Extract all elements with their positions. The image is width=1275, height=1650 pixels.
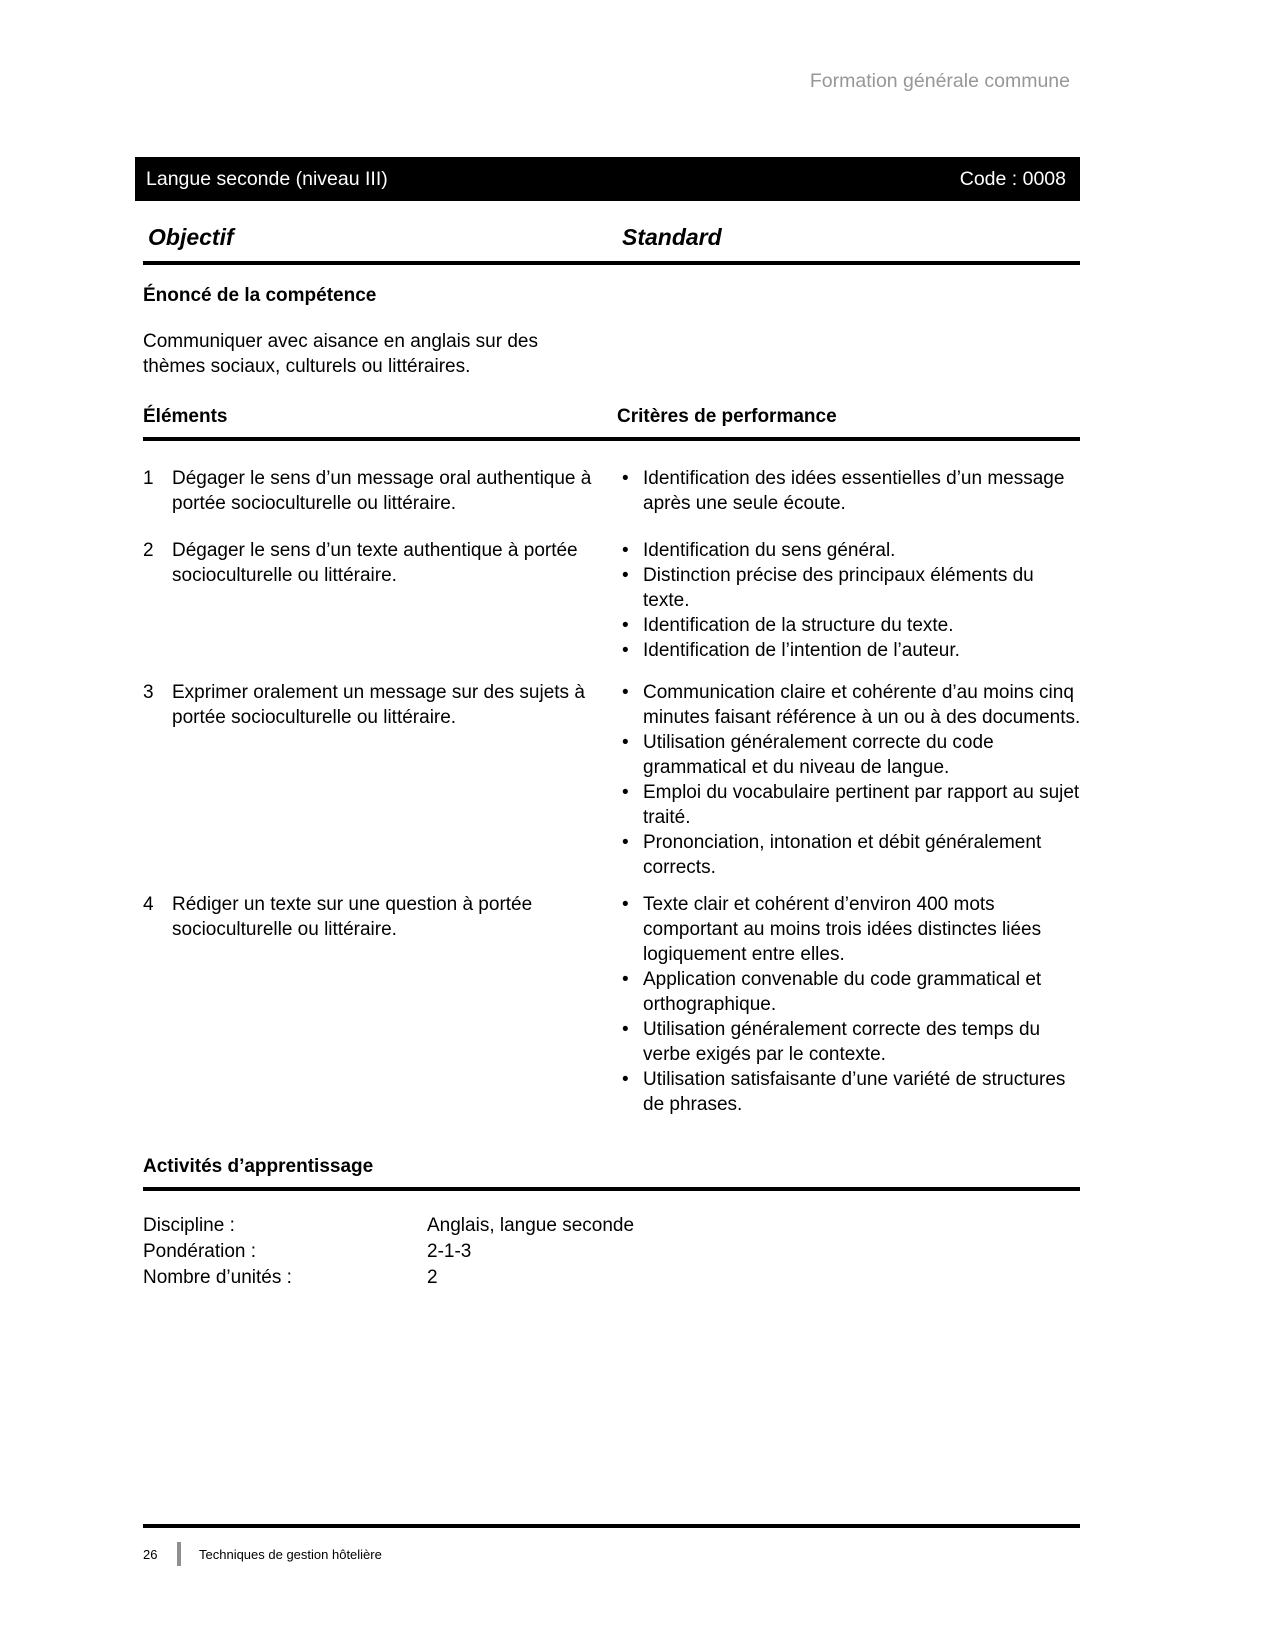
elements-header: Éléments bbox=[143, 406, 228, 427]
criterion-text: Utilisation généralement correcte du code grammatical et du niveau de langue. bbox=[643, 732, 994, 778]
criterion-text: Distinction précise des principaux éléments du texte. bbox=[643, 565, 1034, 611]
criterion-item bbox=[617, 892, 1083, 967]
table-rows bbox=[143, 466, 1080, 1117]
course-code: Code : 0008 bbox=[959, 167, 1066, 190]
activites-heading: Activités d’apprentissage bbox=[143, 1156, 1080, 1191]
standard-heading: Standard bbox=[622, 224, 722, 250]
bullet-icon: • bbox=[622, 969, 629, 990]
bullet-icon: • bbox=[622, 565, 629, 586]
element-number: 2 bbox=[143, 540, 154, 561]
element-number: 1 bbox=[143, 468, 154, 489]
bullet-icon: • bbox=[622, 468, 629, 489]
activites-rows bbox=[143, 1213, 1080, 1291]
bullet-icon: • bbox=[622, 540, 629, 561]
activite-value: Anglais, langue seconde bbox=[427, 1215, 635, 1236]
activite-label: Pondération : bbox=[143, 1241, 257, 1262]
criteria-list bbox=[617, 538, 1083, 663]
activite-label: Discipline : bbox=[143, 1215, 235, 1236]
criterion-item bbox=[617, 563, 1083, 613]
criterion-text: Application convenable du code grammatical et orthographique. bbox=[643, 969, 1042, 1015]
enonce-heading: Énoncé de la compétence bbox=[143, 285, 377, 306]
criterion-text: Utilisation généralement correcte des temps du verbe exigés par le contexte. bbox=[643, 1019, 1041, 1065]
criterion-item bbox=[617, 638, 1083, 663]
element-text: Rédiger un texte sur une question à portée socioculturelle ou littéraire. bbox=[172, 894, 533, 940]
criteria-header: Critères de performance bbox=[617, 406, 837, 427]
criterion-text: Communication claire et cohérente d’au moins cinq minutes faisant référence à un ou à des documents. bbox=[643, 682, 1081, 728]
element-text: Dégager le sens d’un message oral authentique à portée socioculturelle ou littéraire. bbox=[172, 468, 592, 514]
element-cell bbox=[143, 680, 617, 880]
criterion-item bbox=[617, 780, 1083, 830]
bullet-icon: • bbox=[622, 1019, 629, 1040]
page-footer bbox=[143, 1524, 1080, 1566]
criterion-text: Texte clair et cohérent d’environ 400 mots comportant au moins trois idées distinctes liées logiquement entre elles. bbox=[643, 894, 1042, 965]
element-cell bbox=[143, 466, 617, 516]
course-title-bar bbox=[135, 157, 1080, 201]
bullet-icon: • bbox=[622, 782, 629, 803]
bullet-icon: • bbox=[622, 640, 629, 661]
activites-section bbox=[143, 1156, 1080, 1291]
activite-label: Nombre d’unités : bbox=[143, 1267, 292, 1288]
element-cell bbox=[143, 892, 617, 1117]
criterion-text: Utilisation satisfaisante d’une variété de structures de phrases. bbox=[643, 1069, 1066, 1115]
criteria-list bbox=[617, 892, 1083, 1117]
activite-value: 2-1-3 bbox=[427, 1241, 472, 1262]
element-number: 4 bbox=[143, 894, 154, 915]
criterion-item bbox=[617, 1017, 1083, 1067]
activite-value: 2 bbox=[427, 1267, 438, 1288]
footer-text: Techniques de gestion hôtelière bbox=[199, 1546, 382, 1562]
criterion-text: Emploi du vocabulaire pertinent par rapport au sujet traité. bbox=[643, 782, 1080, 828]
criterion-text: Prononciation, intonation et débit généralement corrects. bbox=[643, 832, 1042, 878]
criterion-item bbox=[617, 466, 1083, 516]
criterion-item bbox=[617, 538, 1083, 563]
table-header-row bbox=[143, 406, 1080, 441]
criterion-text: Identification des idées essentielles d’un message après une seule écoute. bbox=[643, 468, 1065, 514]
criterion-item bbox=[617, 730, 1083, 780]
table-row bbox=[143, 680, 1080, 880]
criterion-item bbox=[617, 830, 1083, 880]
bullet-icon: • bbox=[622, 894, 629, 915]
element-number: 3 bbox=[143, 682, 154, 703]
bullet-icon: • bbox=[622, 615, 629, 636]
table-row bbox=[143, 466, 1080, 516]
criterion-text: Identification de l’intention de l’auteur. bbox=[643, 640, 960, 661]
activite-row bbox=[143, 1239, 1080, 1265]
criterion-item bbox=[617, 967, 1083, 1017]
criteria-list bbox=[617, 466, 1083, 516]
objectif-heading: Objectif bbox=[148, 224, 234, 250]
bullet-icon: • bbox=[622, 832, 629, 853]
criteria-list bbox=[617, 680, 1083, 880]
running-head: Formation générale commune bbox=[809, 70, 1070, 92]
element-text: Dégager le sens d’un texte authentique à portée socioculturelle ou littéraire. bbox=[172, 540, 578, 586]
activite-row bbox=[143, 1213, 1080, 1239]
criterion-text: Identification de la structure du texte. bbox=[643, 615, 954, 636]
criterion-item bbox=[617, 680, 1083, 730]
activite-row bbox=[143, 1265, 1080, 1291]
criterion-item bbox=[617, 613, 1083, 638]
bullet-icon: • bbox=[622, 682, 629, 703]
criterion-text: Identification du sens général. bbox=[643, 540, 896, 561]
course-title: Langue seconde (niveau III) bbox=[146, 167, 388, 190]
elements-criteria-table bbox=[143, 406, 1080, 1117]
criterion-item bbox=[617, 1067, 1083, 1117]
footer-divider bbox=[177, 1542, 181, 1566]
footer-content bbox=[143, 1542, 1080, 1566]
enonce-body: Communiquer avec aisance en anglais sur des thèmes sociaux, culturels ou littéraires. bbox=[143, 331, 538, 377]
objectif-standard-header bbox=[143, 224, 1080, 265]
bullet-icon: • bbox=[622, 732, 629, 753]
table-row bbox=[143, 892, 1080, 1117]
bullet-icon: • bbox=[622, 1069, 629, 1090]
element-text: Exprimer oralement un message sur des sujets à portée socioculturelle ou littéraire. bbox=[172, 682, 585, 728]
page-number: 26 bbox=[143, 1546, 158, 1562]
element-cell bbox=[143, 538, 617, 663]
table-row bbox=[143, 538, 1080, 663]
